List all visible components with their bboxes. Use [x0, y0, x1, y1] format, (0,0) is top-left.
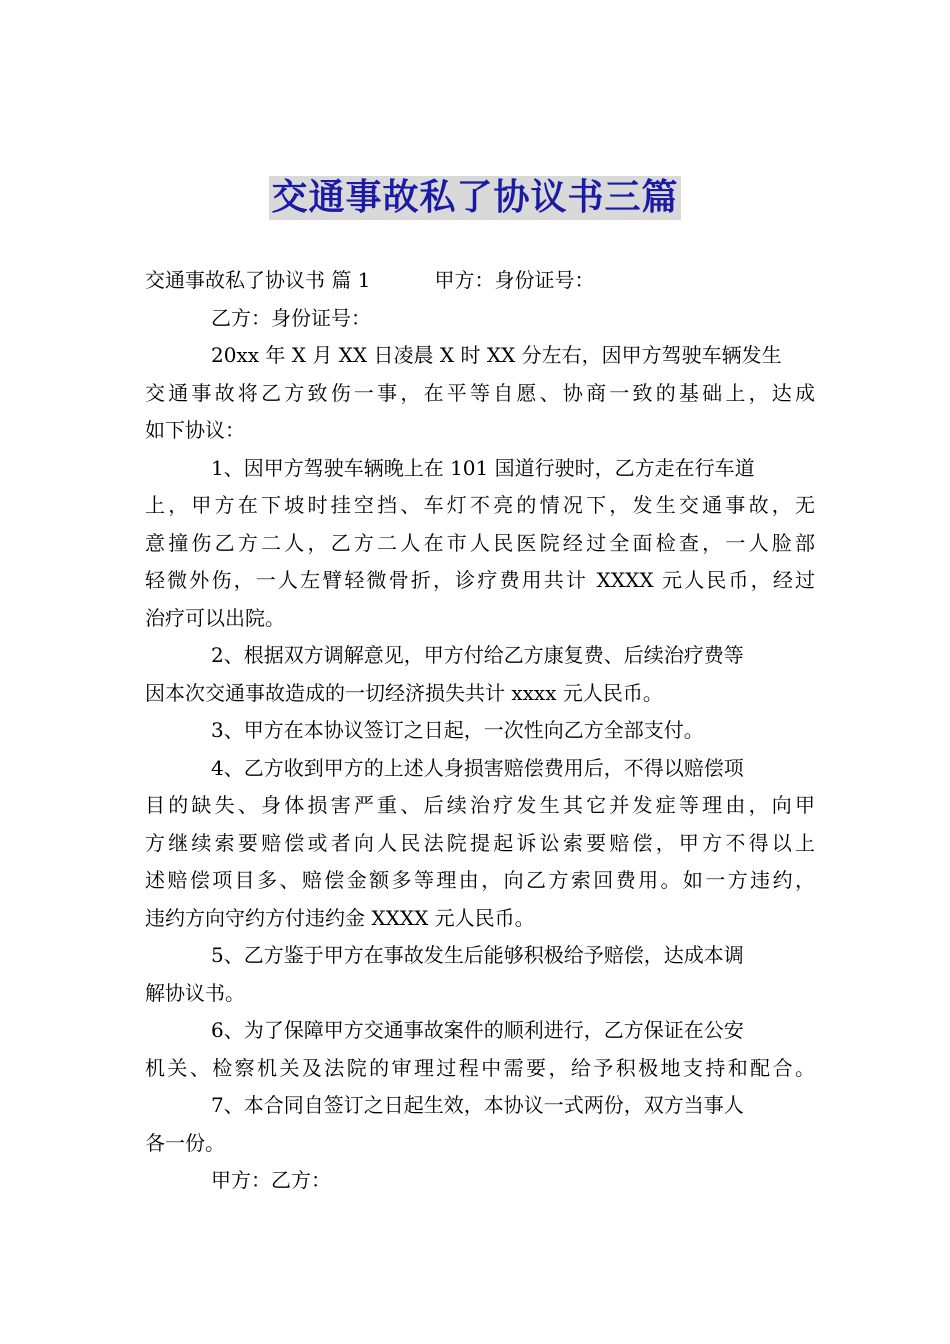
clause-2-line: 2、根据双方调解意见，甲方付给乙方康复费、后续治疗费等	[211, 643, 744, 667]
paragraph-line: 如下协议：	[145, 418, 245, 442]
title-container	[0, 176, 950, 220]
signature-line: 甲方：乙方：	[211, 1168, 331, 1192]
clause-6-line: 6、为了保障甲方交通事故案件的顺利进行，乙方保证在公安	[211, 1018, 744, 1042]
clause-4-line: 4、乙方收到甲方的上述人身损害赔偿费用后，不得以赔偿项	[211, 755, 744, 780]
clause-5-line: 5、乙方鉴于甲方在事故发生后能够积极给予赔偿，达成本调	[211, 943, 744, 967]
clause-4-line: 目的缺失、身体损害严重、后续治疗发生其它并发症等理由，向甲	[145, 793, 815, 817]
clause-4-line: 方继续索要赔偿或者向人民法院提起诉讼索要赔偿，甲方不得以上	[145, 830, 815, 855]
clause-3-line: 3、甲方在本协议签订之日起，一次性向乙方全部支付。	[211, 718, 704, 742]
clause-2-line: 因本次交通事故造成的一切经济损失共计 xxxx 元人民币。	[145, 680, 663, 705]
paragraph-line: 交通事故将乙方致伤一事，在平等自愿、协商一致的基础上，达成	[145, 380, 815, 405]
clause-7-line: 各一份。	[145, 1130, 225, 1155]
party-b-id-label: 乙方：身份证号：	[211, 305, 371, 330]
clause-6-line: 机关、检察机关及法院的审理过程中需要，给予积极地支持和配合。	[145, 1055, 815, 1080]
clause-7-line: 7、本合同自签订之日起生效，本协议一式两份，双方当事人	[211, 1093, 744, 1117]
clause-4-line: 述赔偿项目多、赔偿金额多等理由，向乙方索回费用。如一方违约，	[145, 868, 815, 892]
clause-1-line: 1、因甲方驾驶车辆晚上在 101 国道行驶时，乙方走在行车道	[211, 455, 755, 480]
party-a-id-label: 甲方：身份证号：	[434, 268, 595, 292]
document-title: 交通事故私了协议书三篇	[271, 177, 679, 218]
clause-1-line: 治疗可以出院。	[145, 605, 285, 630]
clause-5-line: 解协议书。	[145, 980, 245, 1005]
clause-1-line: 上，甲方在下坡时挂空挡、车灯不亮的情况下，发生交通事故，无	[145, 493, 815, 517]
section-heading: 交通事故私了协议书 篇 1	[145, 268, 371, 292]
clause-1-line: 意撞伤乙方二人，乙方二人在市人民医院经过全面检查，一人脸部	[145, 530, 815, 555]
clause-1-line: 轻微外伤，一人左臂轻微骨折，诊疗费用共计 XXXX 元人民币，经过	[145, 568, 815, 592]
heading-line	[145, 262, 815, 300]
clause-4-line: 违约方向守约方付违约金 XXXX 元人民币。	[145, 905, 535, 930]
paragraph-line: 20xx 年 X 月 XX 日凌晨 X 时 XX 分左右，因甲方驾驶车辆发生	[211, 343, 782, 367]
document-body	[145, 262, 815, 1200]
